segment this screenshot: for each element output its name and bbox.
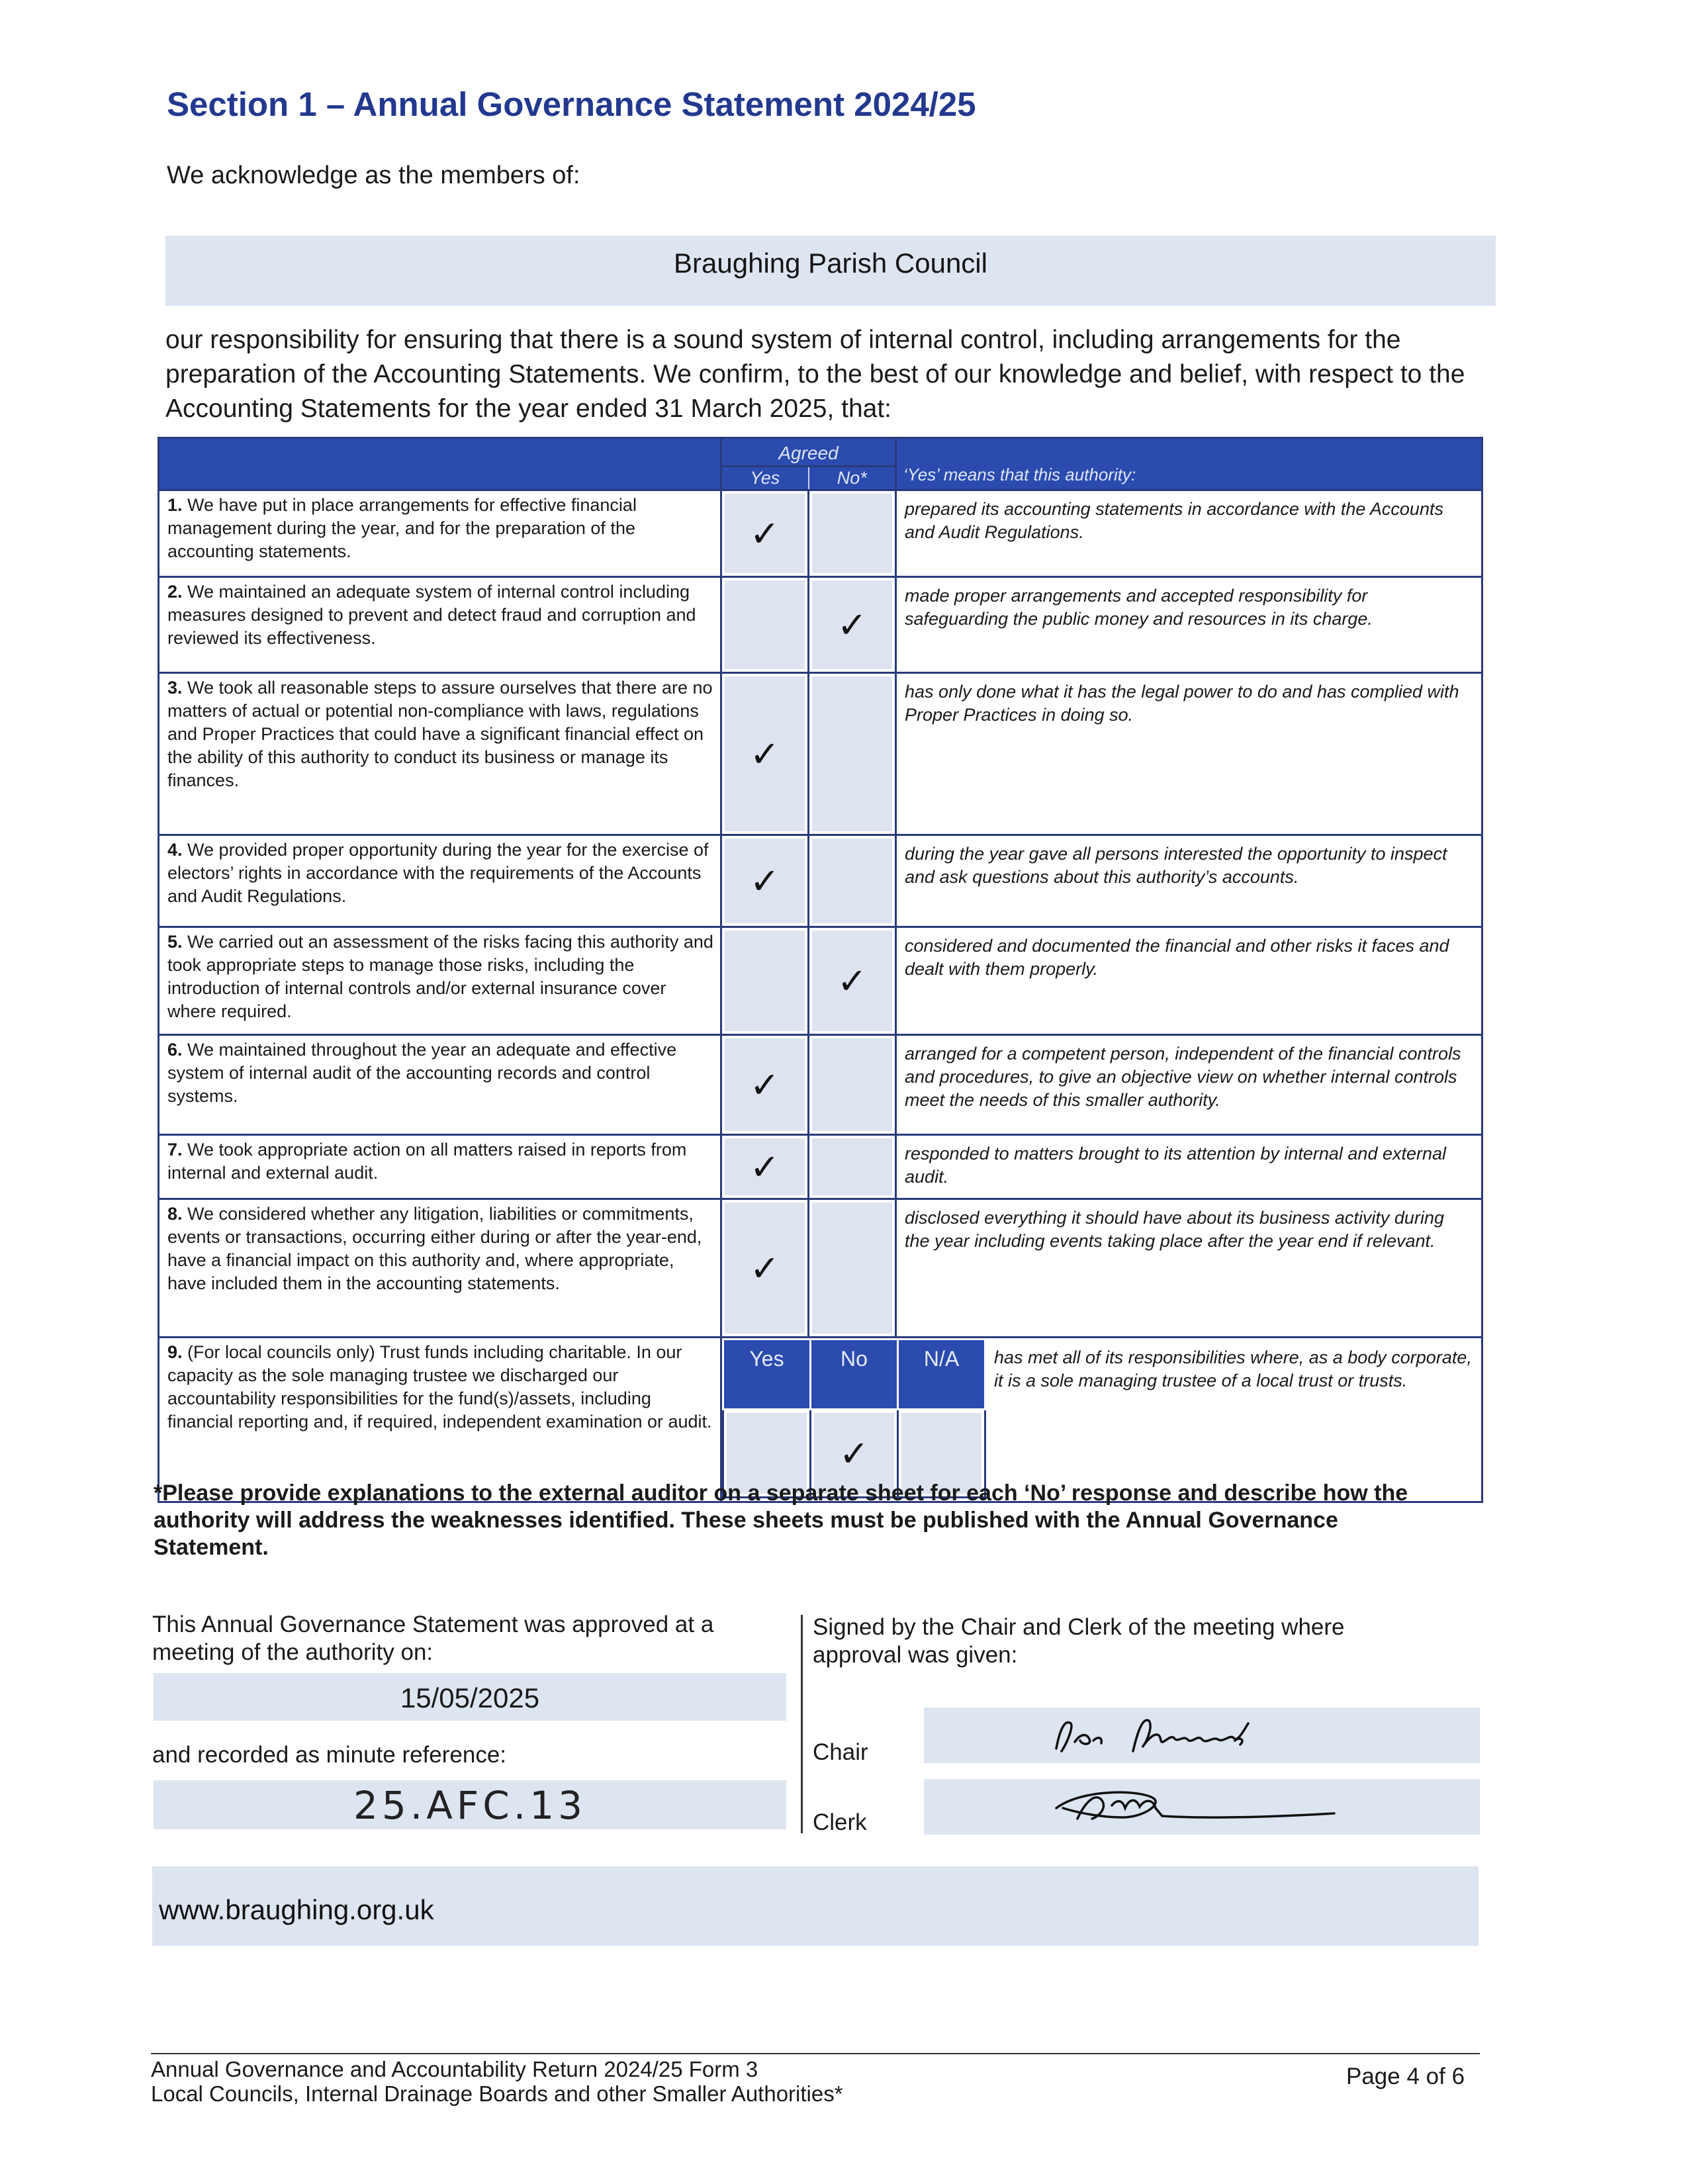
meeting-date: 15/05/2025	[400, 1682, 540, 1713]
statement-6: 6. We maintained throughout the year an adequate and effective system of internal audit of the accounting records and control systems.	[159, 1035, 721, 1135]
minute-reference-field[interactable]	[154, 1780, 786, 1829]
footer-divider	[151, 2053, 1480, 2054]
clerk-label: Clerk	[813, 1809, 867, 1835]
yes-checkbox-3[interactable]: ✓	[721, 673, 809, 835]
table-row-4	[159, 835, 1482, 927]
row9-no-checkbox[interactable]: ✓	[811, 1410, 898, 1498]
chair-signature	[924, 1707, 1480, 1763]
footer-line-1: Annual Governance and Accountability Return 2024/25 Form 3	[151, 2057, 758, 2081]
statement-9: 9. (For local councils only) Trust funds including charitable. In our capacity as the sole managing trustee we discharged our accountability responsibilities for the fund(s)/assets, including financial reporting and, if required, independent examination or audit.	[159, 1338, 721, 1502]
authority-name: Braughing Parish Council	[674, 248, 987, 279]
footer-line-2: Local Councils, Internal Drainage Boards and other Smaller Authorities*	[151, 2081, 843, 2106]
statement-4: 4. We provided proper opportunity during the year for the exercise of electors’ rights in accordance with the requirements of the Accounts and Audit Regulations.	[159, 835, 721, 927]
no-checkbox-1[interactable]	[809, 490, 896, 577]
yes-checkbox-6[interactable]: ✓	[721, 1035, 809, 1135]
chair-label: Chair	[813, 1739, 868, 1765]
agreed-header: Agreed	[721, 438, 896, 467]
yes-header: Yes	[721, 467, 809, 490]
statement-1: 1. We have put in place arrangements for effective financial management during the year, and for the preparation of the accounting statements.	[159, 490, 721, 577]
row9-answers	[721, 1338, 1482, 1502]
no-checkbox-4[interactable]	[809, 835, 896, 927]
statement-7: 7. We took appropriate action on all matters raised in reports from internal and external audit.	[159, 1135, 721, 1199]
table-row-5	[159, 927, 1482, 1035]
row9-na-header: N/A	[898, 1340, 985, 1410]
means-3: has only done what it has the legal power to do and has complied with Proper Practices in doing so.	[896, 673, 1482, 835]
website-field[interactable]	[152, 1866, 1479, 1946]
signed-label: Signed by the Chair and Clerk of the meeting where approval was given:	[813, 1614, 1345, 1668]
column-divider	[801, 1615, 803, 1833]
footnote: *Please provide explanations to the external auditor on a separate sheet for each ‘No’ response and describe how the authority will address the weaknesses identified. These sheets must be published with the Annual Governance Statement.	[154, 1480, 1408, 1560]
table-header-row	[159, 438, 1482, 467]
footer-form-title	[151, 2057, 843, 2106]
means-1: prepared its accounting statements in accordance with the Accounts and Audit Regulations.	[896, 490, 1482, 577]
yes-checkbox-5[interactable]	[721, 927, 809, 1035]
row9-table	[722, 1338, 1481, 1498]
statement-3: 3. We took all reasonable steps to assure ourselves that there are no matters of actual or potential non-compliance with laws, regulations and Proper Practices that could have a significant financial effect on the ability of this authority to conduct its business or manage its finances.	[159, 673, 721, 835]
row9-no-header: No	[811, 1340, 898, 1410]
governance-table	[158, 437, 1483, 1503]
no-checkbox-8[interactable]	[809, 1199, 896, 1338]
no-checkbox-5[interactable]: ✓	[809, 927, 896, 1035]
no-header: No*	[809, 467, 896, 490]
minute-reference: 25.AFC.13	[353, 1783, 586, 1828]
intro-text: We acknowledge as the members of:	[167, 161, 580, 189]
no-checkbox-3[interactable]	[809, 673, 896, 835]
authority-name-field	[165, 236, 1496, 306]
means-4: during the year gave all persons interested the opportunity to inspect and ask questions about this authority’s accounts.	[896, 835, 1482, 927]
meeting-date-field[interactable]	[154, 1673, 786, 1721]
header-blank	[159, 438, 721, 490]
no-checkbox-7[interactable]	[809, 1135, 896, 1199]
section-title: Section 1 – Annual Governance Statement 2024/25	[167, 85, 976, 123]
yes-checkbox-1[interactable]: ✓	[721, 490, 809, 577]
table-row-9	[159, 1338, 1482, 1502]
means-5: considered and documented the financial and other risks it faces and dealt with them properly.	[896, 927, 1482, 1035]
yes-checkbox-8[interactable]: ✓	[721, 1199, 809, 1338]
means-header: ‘Yes’ means that this authority:	[896, 438, 1482, 490]
means-6: arranged for a competent person, independent of the financial controls and procedures, to give an objective view on whether internal controls meet the needs of this smaller authority.	[896, 1035, 1482, 1135]
table-row-7	[159, 1135, 1482, 1199]
means-2: made proper arrangements and accepted responsibility for safeguarding the public money and resources in its charge.	[896, 577, 1482, 673]
no-checkbox-6[interactable]	[809, 1035, 896, 1135]
clerk-signature-field[interactable]	[924, 1779, 1480, 1835]
yes-checkbox-7[interactable]: ✓	[721, 1135, 809, 1199]
minute-reference-label: and recorded as minute reference:	[152, 1742, 507, 1768]
approval-label: This Annual Governance Statement was approved at a meeting of the authority on:	[152, 1612, 714, 1665]
yes-checkbox-2[interactable]	[721, 577, 809, 673]
statement-8: 8. We considered whether any litigation, liabilities or commitments, events or transactions, occurring either during or after the year-end, have a financial impact on this authority and, where appropriate, have included them in the accounting statements.	[159, 1199, 721, 1338]
statement-2: 2. We maintained an adequate system of internal control including measures designed to prevent and detect fraud and corruption and reviewed its effectiveness.	[159, 577, 721, 673]
row9-yes-header: Yes	[723, 1340, 811, 1410]
statement-5: 5. We carried out an assessment of the risks facing this authority and took appropriate steps to manage those risks, including the introduction of internal controls and/or external insurance cover where required.	[159, 927, 721, 1035]
means-7: responded to matters brought to its attention by internal and external audit.	[896, 1135, 1482, 1199]
page-number: Page 4 of 6	[1346, 2064, 1465, 2089]
table-row-3	[159, 673, 1482, 835]
table-row-6	[159, 1035, 1482, 1135]
row9-means: has met all of its responsibilities where, as a body corporate, it is a sole managing trustee of a local trust or trusts.	[994, 1347, 1472, 1390]
table-row-1	[159, 490, 1482, 577]
table-row-8	[159, 1199, 1482, 1338]
website-address: www.braughing.org.uk	[159, 1894, 434, 1925]
means-8: disclosed everything it should have about its business activity during the year including events taking place after the year end if relevant.	[896, 1199, 1482, 1338]
table-row-2	[159, 577, 1482, 673]
responsibility-paragraph: our responsibility for ensuring that there is a sound system of internal control, including arrangements for the preparation of the Accounting Statements. We confirm, to the best of our knowledge and belief, with respect to the Accounting Statements for the year ended 31 March 2025, that:	[165, 326, 1465, 423]
no-checkbox-2[interactable]: ✓	[809, 577, 896, 673]
chair-signature-field[interactable]	[924, 1707, 1480, 1763]
yes-checkbox-4[interactable]: ✓	[721, 835, 809, 927]
clerk-signature	[924, 1779, 1480, 1835]
